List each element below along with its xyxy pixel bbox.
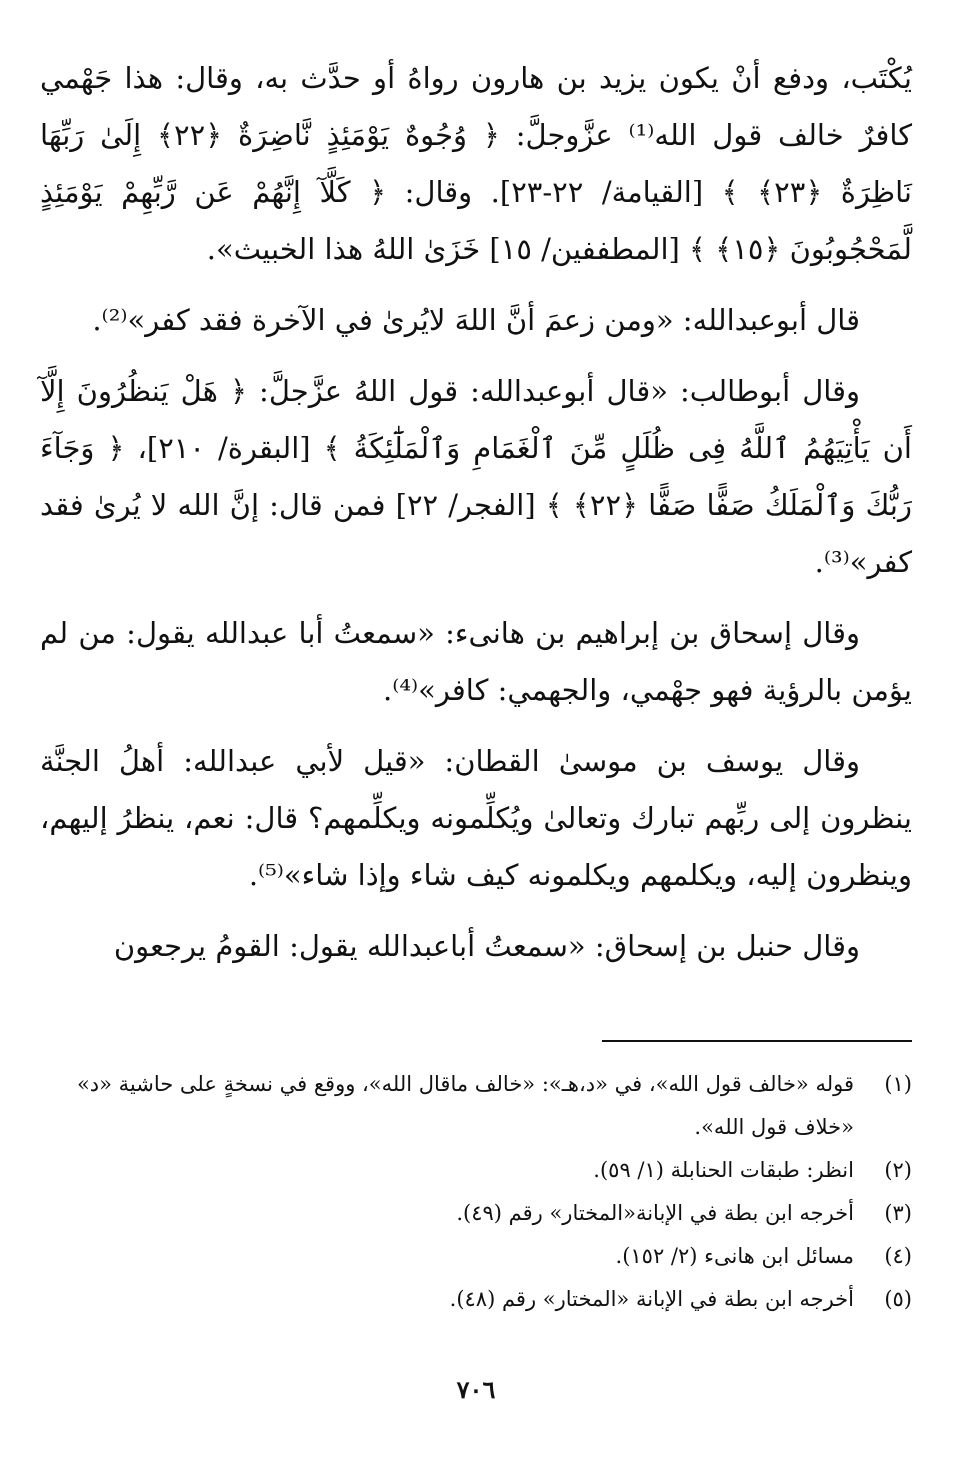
footnote-text: أخرجه ابن بطة في الإبانة «المختار» رقم (٤٨). bbox=[449, 1287, 854, 1311]
footnote-number: (١) bbox=[884, 1072, 912, 1096]
footnote-4 bbox=[40, 1235, 912, 1278]
footnote-text: قوله «خالف قول الله»، في «د،هـ»: «خالف ماقال الله»، ووقع في نسخةٍ على حاشية «د» «خلاف قول الله». bbox=[76, 1072, 854, 1139]
page-number: ٧٠٦ bbox=[456, 1375, 496, 1404]
footnote-2 bbox=[40, 1149, 912, 1192]
main-text bbox=[40, 50, 912, 975]
paragraph-5: وقال يوسف بن موسىٰ القطان: «قيل لأبي عبدالله: أهلُ الجنَّة ينظرون إلى ربِّهم تبارك وتعالىٰ ويُكلِّمونه ويكلِّمهم؟ قال: نعم، ينظرُ إليهم، وينظرون إليه، ويكلمهم ويكلمونه كيف شاء وإذا شاء»⁽⁵⁾. bbox=[40, 744, 912, 892]
footnotes bbox=[40, 1063, 912, 1321]
footnote-3 bbox=[40, 1192, 912, 1235]
footnote-divider bbox=[602, 1040, 912, 1042]
footnote-1 bbox=[40, 1063, 912, 1149]
paragraph-1: يُكْتَب، ودفع أنْ يكون يزيد بن هارون رواهُ أو حدَّث به، وقال: هذا جَهْمي كافرٌ خالف قول الله⁽¹⁾ عزَّوجلَّ: ﴿ وُجُوهٌ يَوْمَئِذٍ نَّاضِرَةٌ ﴿٢٢﴾ إِلَىٰ رَبِّهَا نَاظِرَةٌ ﴿٢٣﴾ ﴾ [القيامة/ ٢٢-٢٣]. وقال: ﴿ كَلَّآ إِنَّهُمْ عَن رَّبِّهِمْ يَوْمَئِذٍ لَّمَحْجُوبُونَ ﴿١٥﴾ ﴾ [المطففين/ ١٥] خَزَىٰ اللهُ هذا الخبيث». bbox=[40, 61, 913, 266]
footnote-number: (٤) bbox=[884, 1244, 912, 1268]
footnote-5 bbox=[40, 1278, 912, 1321]
footnote-text: أخرجه ابن بطة في الإبانة«المختار» رقم (٤٩). bbox=[456, 1201, 854, 1225]
paragraph-3: وقال أبوطالب: «قال أبوعبدالله: قول اللهُ عزَّجلَّ: ﴿ هَلْ يَنظُرُونَ إِلَّآ أَن يَأْتِيَهُمُ ٱللَّهُ فِى ظُلَلٍ مِّنَ ٱلْغَمَامِ وَٱلْمَلَٰٓئِكَةُ ﴾ [البقرة/ ٢١٠]، ﴿ وَجَآءَ رَبُّكَ وَٱلْمَلَكُ صَفًّا صَفًّا ﴿٢٢﴾ ﴾ [الفجر/ ٢٢] فمن قال: إنَّ الله لا يُرىٰ فقد كفر»⁽³⁾. bbox=[40, 374, 912, 579]
footnote-number: (٥) bbox=[884, 1287, 912, 1311]
paragraph-4: وقال إسحاق بن إبراهيم بن هانىء: «سمعتُ أبا عبدالله يقول: من لم يؤمن بالرؤية فهو جهْمي، والجهمي: كافر»⁽⁴⁾. bbox=[40, 616, 912, 707]
footnote-text: انظر: طبقات الحنابلة (١/ ٥٩). bbox=[593, 1158, 854, 1182]
paragraph-2: قال أبوعبدالله: «ومن زعمَ أنَّ اللهَ لايُرىٰ في الآخرة فقد كفر»⁽²⁾. bbox=[92, 303, 860, 337]
footnote-number: (٢) bbox=[884, 1158, 912, 1182]
document-page bbox=[40, 50, 912, 1464]
footnote-number: (٣) bbox=[884, 1201, 912, 1225]
footnote-text: مسائل ابن هانىء (٢/ ١٥٢). bbox=[615, 1244, 854, 1268]
paragraph-6: وقال حنبل بن إسحاق: «سمعتُ أباعبدالله يقول: القومُ يرجعون bbox=[113, 929, 860, 963]
